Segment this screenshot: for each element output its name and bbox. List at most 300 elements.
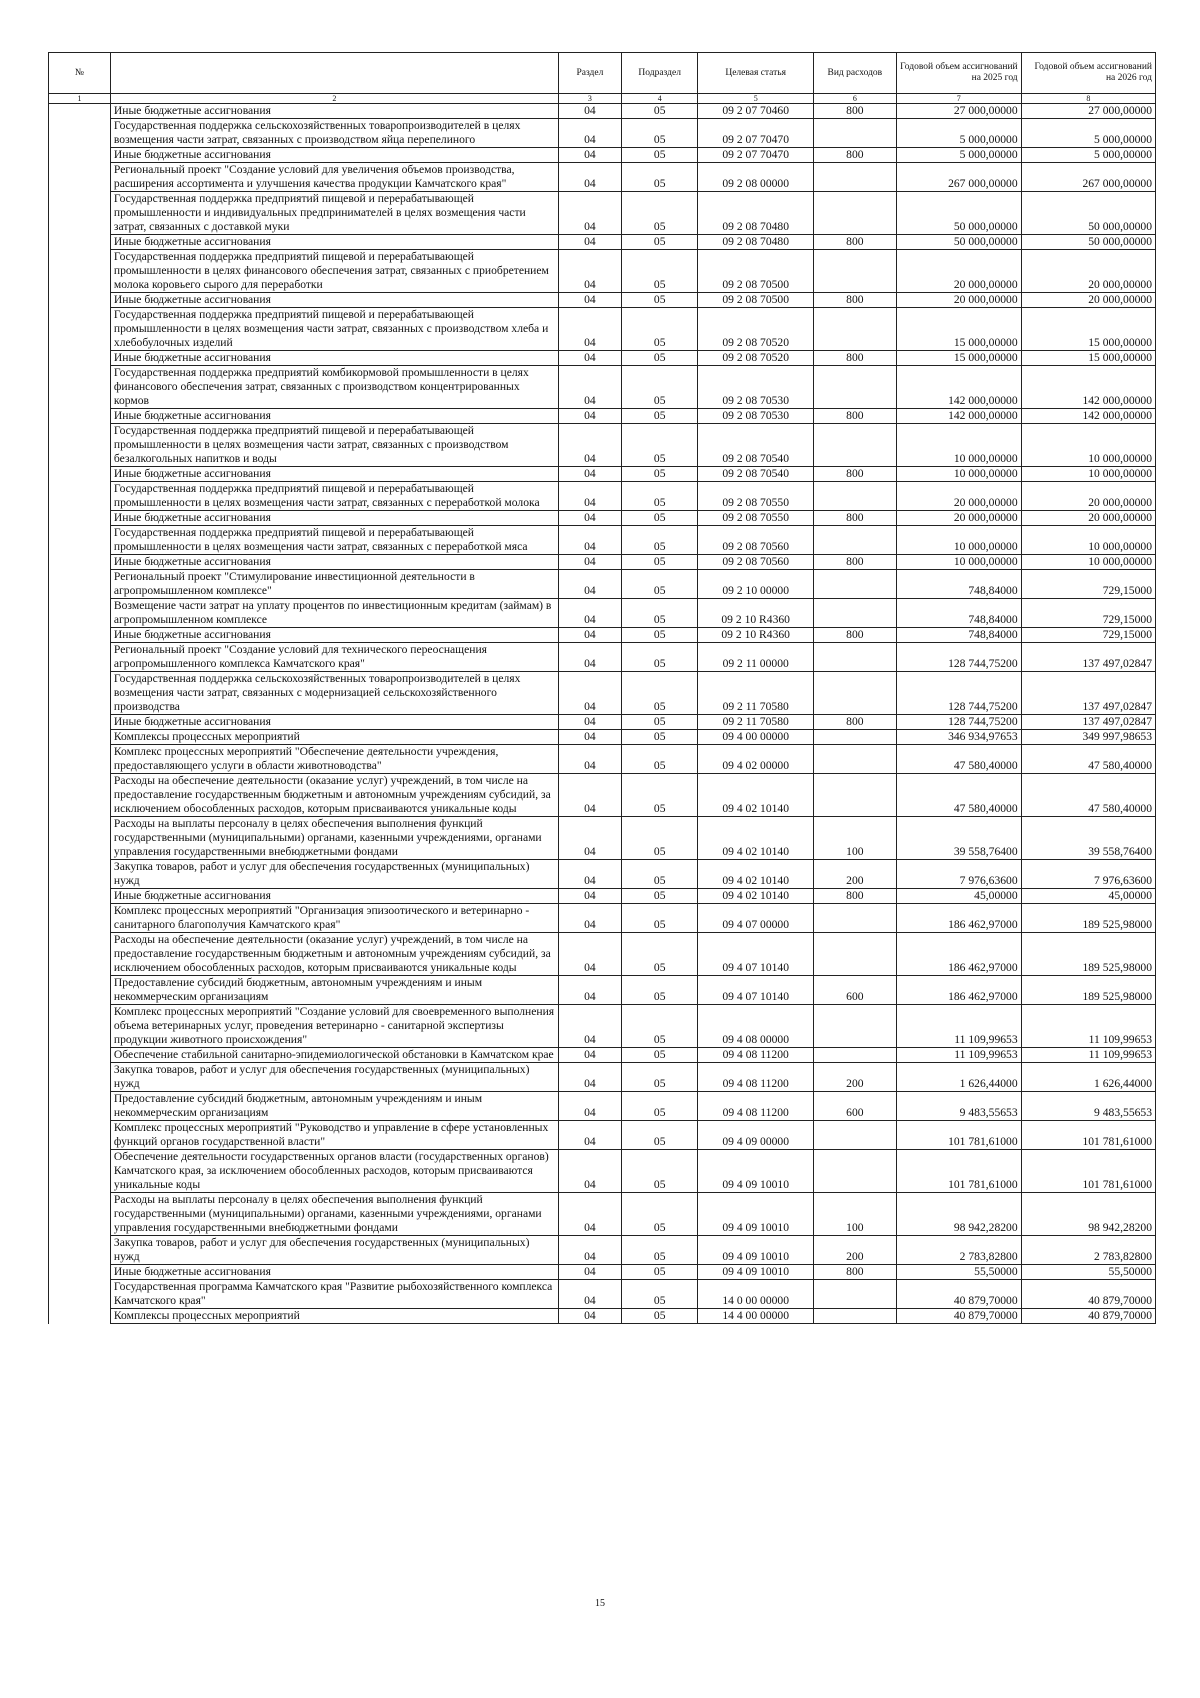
row-amount-2026: 10 000,00000 — [1021, 526, 1155, 555]
table-row — [49, 104, 1156, 119]
row-name: Расходы на обеспечение деятельности (оказание услуг) учреждений, в том числе на предоставление государственным бюджетным и автономным учреждениям субсидий, за исключением обособленных расходов, которым присваиваются уникальные коды — [110, 933, 558, 976]
row-razdel: 04 — [558, 1309, 621, 1324]
table-row — [49, 715, 1156, 730]
row-amount-2025: 20 000,00000 — [896, 250, 1021, 293]
row-podrazdel: 05 — [621, 526, 698, 555]
row-amount-2025: 101 781,61000 — [896, 1121, 1021, 1150]
table-row — [49, 745, 1156, 774]
row-razdel: 04 — [558, 351, 621, 366]
column-number: 6 — [813, 94, 896, 104]
row-amount-2026: 47 580,40000 — [1021, 774, 1155, 817]
row-number-cell — [49, 119, 111, 148]
row-razdel: 04 — [558, 308, 621, 351]
row-target-article: 09 4 02 10140 — [698, 889, 813, 904]
row-razdel: 04 — [558, 555, 621, 570]
row-number-cell — [49, 745, 111, 774]
row-podrazdel: 05 — [621, 570, 698, 599]
row-amount-2025: 10 000,00000 — [896, 424, 1021, 467]
row-podrazdel: 05 — [621, 409, 698, 424]
row-target-article: 09 2 08 70530 — [698, 366, 813, 409]
table-row — [49, 119, 1156, 148]
row-podrazdel: 05 — [621, 774, 698, 817]
row-podrazdel: 05 — [621, 1048, 698, 1063]
row-amount-2026: 189 525,98000 — [1021, 933, 1155, 976]
row-amount-2026: 729,15000 — [1021, 599, 1155, 628]
row-target-article: 09 2 08 70500 — [698, 250, 813, 293]
row-amount-2026: 20 000,00000 — [1021, 293, 1155, 308]
row-razdel: 04 — [558, 672, 621, 715]
row-target-article: 09 2 07 70470 — [698, 119, 813, 148]
row-number-cell — [49, 482, 111, 511]
row-podrazdel: 05 — [621, 1265, 698, 1280]
row-name: Предоставление субсидий бюджетным, автономным учреждениям и иным некоммерческим организациям — [110, 1092, 558, 1121]
row-target-article: 09 2 11 70580 — [698, 715, 813, 730]
table-row — [49, 672, 1156, 715]
header-name — [110, 53, 558, 94]
row-target-article: 09 2 10 R4360 — [698, 599, 813, 628]
row-expense-type — [813, 904, 896, 933]
row-amount-2026: 101 781,61000 — [1021, 1150, 1155, 1193]
row-number-cell — [49, 104, 111, 119]
row-number-cell — [49, 570, 111, 599]
row-razdel: 04 — [558, 366, 621, 409]
row-expense-type: 800 — [813, 715, 896, 730]
row-razdel: 04 — [558, 774, 621, 817]
row-podrazdel: 05 — [621, 1236, 698, 1265]
row-amount-2026: 20 000,00000 — [1021, 250, 1155, 293]
row-name: Комплексы процессных мероприятий — [110, 730, 558, 745]
header-podrazdel: Подраздел — [621, 53, 698, 94]
row-amount-2025: 748,84000 — [896, 599, 1021, 628]
row-razdel: 04 — [558, 1236, 621, 1265]
row-target-article: 09 4 08 11200 — [698, 1048, 813, 1063]
row-name: Региональный проект "Создание условий для технического переоснащения агропромышленного комплекса Камчатского края" — [110, 643, 558, 672]
row-name: Иные бюджетные ассигнования — [110, 628, 558, 643]
row-name: Государственная поддержка предприятий пищевой и перерабатывающей промышленности в целях возмещения части затрат, связанных с переработкой мяса — [110, 526, 558, 555]
row-amount-2026: 45,00000 — [1021, 889, 1155, 904]
row-amount-2026: 349 997,98653 — [1021, 730, 1155, 745]
row-razdel: 04 — [558, 192, 621, 235]
column-number: 8 — [1021, 94, 1155, 104]
row-target-article: 09 4 09 10010 — [698, 1150, 813, 1193]
row-name: Иные бюджетные ассигнования — [110, 715, 558, 730]
row-podrazdel: 05 — [621, 351, 698, 366]
row-amount-2025: 1 626,44000 — [896, 1063, 1021, 1092]
row-amount-2026: 55,50000 — [1021, 1265, 1155, 1280]
table-row — [49, 308, 1156, 351]
row-podrazdel: 05 — [621, 1121, 698, 1150]
row-number-cell — [49, 933, 111, 976]
row-target-article: 09 4 09 10010 — [698, 1193, 813, 1236]
header-allocation-2026: Годовой объем ассигнований на 2026 год — [1021, 53, 1155, 94]
row-target-article: 14 0 00 00000 — [698, 1280, 813, 1309]
row-podrazdel: 05 — [621, 628, 698, 643]
row-expense-type — [813, 1150, 896, 1193]
row-razdel: 04 — [558, 293, 621, 308]
row-amount-2026: 137 497,02847 — [1021, 672, 1155, 715]
row-amount-2026: 142 000,00000 — [1021, 409, 1155, 424]
table-row — [49, 526, 1156, 555]
row-podrazdel: 05 — [621, 293, 698, 308]
row-name: Расходы на выплаты персоналу в целях обеспечения выполнения функций государственными (муниципальными) органами, казенными учреждениями, органами управления государственными внебюджетными фондами — [110, 817, 558, 860]
row-number-cell — [49, 351, 111, 366]
row-name: Закупка товаров, работ и услуг для обеспечения государственных (муниципальных) нужд — [110, 1063, 558, 1092]
table-row — [49, 774, 1156, 817]
row-razdel: 04 — [558, 424, 621, 467]
table-row — [49, 570, 1156, 599]
table-row — [49, 467, 1156, 482]
row-amount-2026: 50 000,00000 — [1021, 192, 1155, 235]
table-row — [49, 889, 1156, 904]
row-target-article: 09 2 08 70520 — [698, 351, 813, 366]
row-name: Региональный проект "Стимулирование инвестиционной деятельности в агропромышленном комплексе" — [110, 570, 558, 599]
row-expense-type: 100 — [813, 1193, 896, 1236]
row-expense-type: 800 — [813, 467, 896, 482]
row-amount-2025: 748,84000 — [896, 628, 1021, 643]
row-podrazdel: 05 — [621, 163, 698, 192]
row-expense-type — [813, 672, 896, 715]
column-number: 1 — [49, 94, 111, 104]
header-target-article: Целевая статья — [698, 53, 813, 94]
row-expense-type: 600 — [813, 976, 896, 1005]
row-amount-2025: 15 000,00000 — [896, 351, 1021, 366]
row-expense-type: 800 — [813, 555, 896, 570]
row-target-article: 09 4 08 11200 — [698, 1092, 813, 1121]
row-podrazdel: 05 — [621, 860, 698, 889]
table-row — [49, 163, 1156, 192]
row-name: Иные бюджетные ассигнования — [110, 1265, 558, 1280]
row-podrazdel: 05 — [621, 1309, 698, 1324]
row-amount-2025: 40 879,70000 — [896, 1309, 1021, 1324]
table-row — [49, 628, 1156, 643]
row-name: Иные бюджетные ассигнования — [110, 104, 558, 119]
row-number-cell — [49, 555, 111, 570]
row-razdel: 04 — [558, 889, 621, 904]
row-target-article: 09 2 08 70530 — [698, 409, 813, 424]
row-expense-type: 800 — [813, 148, 896, 163]
row-target-article: 09 2 10 00000 — [698, 570, 813, 599]
table-row — [49, 1048, 1156, 1063]
row-podrazdel: 05 — [621, 424, 698, 467]
row-name: Региональный проект "Создание условий для увеличения объемов производства, расширения ассортимента и улучшения качества продукции Камчатского края" — [110, 163, 558, 192]
row-number-cell — [49, 1265, 111, 1280]
row-expense-type — [813, 1121, 896, 1150]
row-razdel: 04 — [558, 745, 621, 774]
row-number-cell — [49, 424, 111, 467]
row-podrazdel: 05 — [621, 933, 698, 976]
row-podrazdel: 05 — [621, 1150, 698, 1193]
row-target-article: 09 2 08 70540 — [698, 467, 813, 482]
row-expense-type — [813, 192, 896, 235]
row-podrazdel: 05 — [621, 643, 698, 672]
column-number-row — [49, 94, 1156, 104]
row-amount-2026: 7 976,63600 — [1021, 860, 1155, 889]
row-name: Государственная поддержка сельскохозяйственных товаропроизводителей в целях возмещения части затрат, связанных с производством яйца перепелиного — [110, 119, 558, 148]
row-target-article: 09 2 08 70520 — [698, 308, 813, 351]
row-expense-type — [813, 250, 896, 293]
row-expense-type — [813, 1280, 896, 1309]
row-amount-2026: 189 525,98000 — [1021, 904, 1155, 933]
row-razdel: 04 — [558, 163, 621, 192]
row-razdel: 04 — [558, 1048, 621, 1063]
header-razdel: Раздел — [558, 53, 621, 94]
row-number-cell — [49, 511, 111, 526]
row-podrazdel: 05 — [621, 745, 698, 774]
column-number: 4 — [621, 94, 698, 104]
row-expense-type — [813, 1005, 896, 1048]
row-amount-2026: 98 942,28200 — [1021, 1193, 1155, 1236]
row-target-article: 09 4 09 10010 — [698, 1265, 813, 1280]
row-amount-2026: 2 783,82800 — [1021, 1236, 1155, 1265]
row-target-article: 09 2 08 70540 — [698, 424, 813, 467]
row-target-article: 09 4 02 10140 — [698, 817, 813, 860]
row-razdel: 04 — [558, 904, 621, 933]
row-podrazdel: 05 — [621, 904, 698, 933]
row-number-cell — [49, 1193, 111, 1236]
row-amount-2026: 5 000,00000 — [1021, 119, 1155, 148]
row-name: Государственная поддержка предприятий пищевой и перерабатывающей промышленности в целях возмещения части затрат, связанных с производством безалкогольных напитков и воды — [110, 424, 558, 467]
row-number-cell — [49, 672, 111, 715]
row-number-cell — [49, 366, 111, 409]
row-number-cell — [49, 526, 111, 555]
row-razdel: 04 — [558, 250, 621, 293]
row-number-cell — [49, 817, 111, 860]
table-row — [49, 860, 1156, 889]
table-row — [49, 599, 1156, 628]
row-razdel: 04 — [558, 1121, 621, 1150]
row-name: Закупка товаров, работ и услуг для обеспечения государственных (муниципальных) нужд — [110, 860, 558, 889]
row-number-cell — [49, 860, 111, 889]
row-amount-2026: 5 000,00000 — [1021, 148, 1155, 163]
row-razdel: 04 — [558, 976, 621, 1005]
row-razdel: 04 — [558, 933, 621, 976]
row-number-cell — [49, 1048, 111, 1063]
row-number-cell — [49, 976, 111, 1005]
row-podrazdel: 05 — [621, 599, 698, 628]
row-podrazdel: 05 — [621, 192, 698, 235]
row-amount-2025: 50 000,00000 — [896, 192, 1021, 235]
table-row — [49, 1309, 1156, 1324]
row-expense-type: 800 — [813, 1265, 896, 1280]
row-expense-type — [813, 774, 896, 817]
table-row — [49, 366, 1156, 409]
row-number-cell — [49, 1280, 111, 1309]
row-name: Государственная поддержка предприятий пищевой и перерабатывающей промышленности в целях возмещения части затрат, связанных с производством хлеба и хлебобулочных изделий — [110, 308, 558, 351]
row-razdel: 04 — [558, 526, 621, 555]
row-podrazdel: 05 — [621, 1092, 698, 1121]
row-expense-type — [813, 599, 896, 628]
row-amount-2025: 267 000,00000 — [896, 163, 1021, 192]
row-amount-2026: 137 497,02847 — [1021, 643, 1155, 672]
row-expense-type — [813, 1309, 896, 1324]
row-name: Иные бюджетные ассигнования — [110, 511, 558, 526]
row-amount-2025: 10 000,00000 — [896, 555, 1021, 570]
budget-allocation-table — [48, 52, 1156, 1324]
row-amount-2025: 50 000,00000 — [896, 235, 1021, 250]
row-number-cell — [49, 467, 111, 482]
row-target-article: 09 2 08 70480 — [698, 192, 813, 235]
table-row — [49, 235, 1156, 250]
row-expense-type — [813, 482, 896, 511]
row-amount-2025: 20 000,00000 — [896, 293, 1021, 308]
row-number-cell — [49, 774, 111, 817]
row-name: Обеспечение стабильной санитарно-эпидемиологической обстановки в Камчатском крае — [110, 1048, 558, 1063]
row-name: Иные бюджетные ассигнования — [110, 409, 558, 424]
row-amount-2026: 47 580,40000 — [1021, 745, 1155, 774]
header-allocation-2025: Годовой объем ассигнований на 2025 год — [896, 53, 1021, 94]
row-target-article: 09 2 08 00000 — [698, 163, 813, 192]
row-podrazdel: 05 — [621, 976, 698, 1005]
row-name: Государственная поддержка предприятий пищевой и перерабатывающей промышленности и индивидуальных предпринимателей в целях возмещения части затрат, связанных с доставкой муки — [110, 192, 558, 235]
page-number: 15 — [595, 1598, 605, 1609]
row-amount-2025: 55,50000 — [896, 1265, 1021, 1280]
table-row — [49, 730, 1156, 745]
row-number-cell — [49, 192, 111, 235]
table-row — [49, 976, 1156, 1005]
table-row — [49, 351, 1156, 366]
table-row — [49, 1005, 1156, 1048]
row-podrazdel: 05 — [621, 250, 698, 293]
row-amount-2025: 748,84000 — [896, 570, 1021, 599]
row-podrazdel: 05 — [621, 730, 698, 745]
row-number-cell — [49, 1005, 111, 1048]
row-expense-type — [813, 119, 896, 148]
row-amount-2025: 142 000,00000 — [896, 366, 1021, 409]
row-podrazdel: 05 — [621, 1193, 698, 1236]
column-number: 5 — [698, 94, 813, 104]
row-name: Комплекс процессных мероприятий "Организация эпизоотического и ветеринарно - санитарного благополучия Камчатского края" — [110, 904, 558, 933]
row-name: Иные бюджетные ассигнования — [110, 467, 558, 482]
row-razdel: 04 — [558, 467, 621, 482]
row-amount-2025: 9 483,55653 — [896, 1092, 1021, 1121]
row-target-article: 09 4 09 10010 — [698, 1236, 813, 1265]
table-row — [49, 1193, 1156, 1236]
row-amount-2025: 11 109,99653 — [896, 1048, 1021, 1063]
row-expense-type — [813, 526, 896, 555]
row-expense-type — [813, 1048, 896, 1063]
row-number-cell — [49, 148, 111, 163]
row-expense-type: 200 — [813, 860, 896, 889]
row-number-cell — [49, 1063, 111, 1092]
row-expense-type — [813, 424, 896, 467]
row-number-cell — [49, 599, 111, 628]
row-amount-2026: 729,15000 — [1021, 628, 1155, 643]
row-number-cell — [49, 1092, 111, 1121]
row-name: Комплекс процессных мероприятий "Создание условий для своевременного выполнения объема ветеринарных услуг, проведения ветеринарно - санитарной экспертизы продукции животного происхождения" — [110, 1005, 558, 1048]
row-amount-2025: 20 000,00000 — [896, 482, 1021, 511]
row-razdel: 04 — [558, 1092, 621, 1121]
row-expense-type — [813, 933, 896, 976]
row-podrazdel: 05 — [621, 119, 698, 148]
row-target-article: 09 2 08 70560 — [698, 555, 813, 570]
row-amount-2026: 40 879,70000 — [1021, 1309, 1155, 1324]
row-podrazdel: 05 — [621, 467, 698, 482]
table-body — [49, 104, 1156, 1324]
table-row — [49, 409, 1156, 424]
row-expense-type: 800 — [813, 104, 896, 119]
row-target-article: 14 4 00 00000 — [698, 1309, 813, 1324]
row-expense-type: 100 — [813, 817, 896, 860]
column-number: 7 — [896, 94, 1021, 104]
row-name: Государственная программа Камчатского края "Развитие рыбохозяйственного комплекса Камчатского края" — [110, 1280, 558, 1309]
row-name: Иные бюджетные ассигнования — [110, 351, 558, 366]
row-razdel: 04 — [558, 1005, 621, 1048]
row-amount-2025: 346 934,97653 — [896, 730, 1021, 745]
row-name: Комплексы процессных мероприятий — [110, 1309, 558, 1324]
row-podrazdel: 05 — [621, 235, 698, 250]
row-amount-2026: 11 109,99653 — [1021, 1005, 1155, 1048]
row-name: Государственная поддержка предприятий пищевой и перерабатывающей промышленности в целях финансового обеспечения затрат, связанных с приобретением молока коровьего сырого для переработки — [110, 250, 558, 293]
row-target-article: 09 4 08 11200 — [698, 1063, 813, 1092]
row-target-article: 09 2 08 70480 — [698, 235, 813, 250]
row-podrazdel: 05 — [621, 511, 698, 526]
row-target-article: 09 4 09 00000 — [698, 1121, 813, 1150]
table-row — [49, 1236, 1156, 1265]
budget-table-sheet — [48, 52, 1156, 1324]
row-razdel: 04 — [558, 628, 621, 643]
row-amount-2026: 11 109,99653 — [1021, 1048, 1155, 1063]
row-amount-2025: 10 000,00000 — [896, 467, 1021, 482]
row-amount-2026: 9 483,55653 — [1021, 1092, 1155, 1121]
row-amount-2025: 101 781,61000 — [896, 1150, 1021, 1193]
table-row — [49, 904, 1156, 933]
row-amount-2026: 39 558,76400 — [1021, 817, 1155, 860]
row-name: Государственная поддержка сельскохозяйственных товаропроизводителей в целях возмещения части затрат, связанных с модернизацией сельскохозяйственного производства — [110, 672, 558, 715]
row-amount-2026: 267 000,00000 — [1021, 163, 1155, 192]
table-row — [49, 555, 1156, 570]
table-row — [49, 482, 1156, 511]
row-target-article: 09 2 08 70550 — [698, 511, 813, 526]
row-razdel: 04 — [558, 235, 621, 250]
row-amount-2026: 189 525,98000 — [1021, 976, 1155, 1005]
row-razdel: 04 — [558, 1280, 621, 1309]
table-row — [49, 933, 1156, 976]
row-amount-2025: 128 744,75200 — [896, 715, 1021, 730]
row-podrazdel: 05 — [621, 308, 698, 351]
row-name: Обеспечение деятельности государственных органов власти (государственных органов) Камчатского края, за исключением обособленных расходов, которым присваиваются уникальные коды — [110, 1150, 558, 1193]
row-razdel: 04 — [558, 817, 621, 860]
table-row — [49, 643, 1156, 672]
row-expense-type: 200 — [813, 1236, 896, 1265]
row-target-article: 09 4 08 00000 — [698, 1005, 813, 1048]
row-target-article: 09 2 11 70580 — [698, 672, 813, 715]
row-expense-type — [813, 745, 896, 774]
row-podrazdel: 05 — [621, 715, 698, 730]
column-number: 3 — [558, 94, 621, 104]
row-target-article: 09 2 07 70460 — [698, 104, 813, 119]
row-target-article: 09 4 02 00000 — [698, 745, 813, 774]
table-row — [49, 817, 1156, 860]
row-name: Закупка товаров, работ и услуг для обеспечения государственных (муниципальных) нужд — [110, 1236, 558, 1265]
row-podrazdel: 05 — [621, 148, 698, 163]
table-row — [49, 293, 1156, 308]
table-row — [49, 1280, 1156, 1309]
row-amount-2025: 5 000,00000 — [896, 119, 1021, 148]
row-amount-2026: 101 781,61000 — [1021, 1121, 1155, 1150]
row-amount-2025: 20 000,00000 — [896, 511, 1021, 526]
row-expense-type: 800 — [813, 351, 896, 366]
table-row — [49, 1150, 1156, 1193]
row-name: Иные бюджетные ассигнования — [110, 293, 558, 308]
row-number-cell — [49, 1236, 111, 1265]
row-razdel: 04 — [558, 119, 621, 148]
row-razdel: 04 — [558, 1193, 621, 1236]
row-target-article: 09 4 02 10140 — [698, 860, 813, 889]
row-amount-2025: 2 783,82800 — [896, 1236, 1021, 1265]
row-name: Расходы на выплаты персоналу в целях обеспечения выполнения функций государственными (муниципальными) органами, казенными учреждениями, органами управления государственными внебюджетными фондами — [110, 1193, 558, 1236]
row-amount-2026: 20 000,00000 — [1021, 482, 1155, 511]
row-amount-2026: 10 000,00000 — [1021, 555, 1155, 570]
